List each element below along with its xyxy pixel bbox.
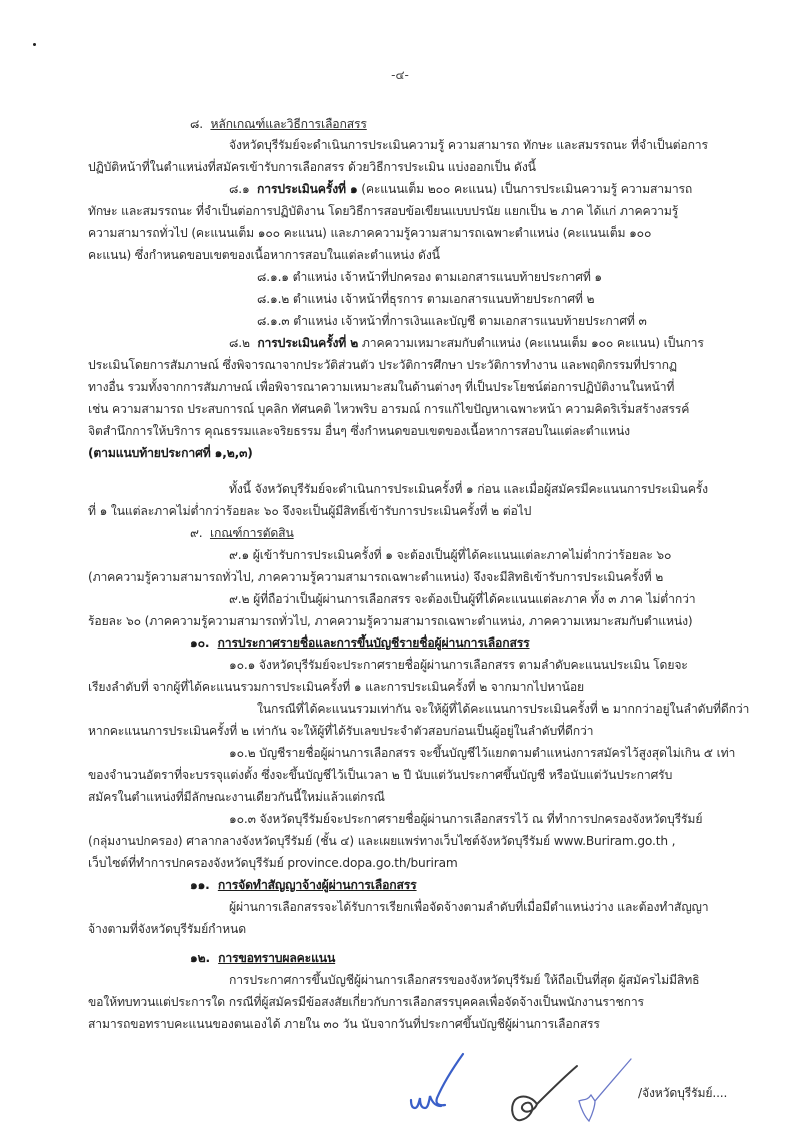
section-8-2-line-3: ทางอื่น รวมทั้งจากการสัมภาษณ์ เพื่อพิจารณาความเหมาะสมในด้านต่างๆ ที่เป็นประโยชน์ต่อการปฏิบัติงานในหน้าที่ [88, 380, 675, 394]
section-8-1-title: การประเมินครั้งที่ ๑ [257, 182, 358, 196]
section-10-1-line-2: เรียงลำดับที่ จากผู้ที่ได้คะแนนรวมการประเมินครั้งที่ ๑ และการประเมินครั้งที่ ๒ จากมากไปหาน้อย [88, 680, 585, 694]
section-11-heading: ๑๑. การจัดทำสัญญาจ้างผู้ผ่านการเลือกสรร [190, 878, 417, 892]
section-11-title: การจัดทำสัญญาจ้างผู้ผ่านการเลือกสรร [217, 878, 417, 892]
section-10-3-line-1: ๑๐.๓ จังหวัดบุรีรัมย์จะประกาศรายชื่อผู้ผ่านการเลือกสรรไว้ ณ ที่ทำการปกครองจังหวัดบุรีรัมย์ [229, 812, 703, 826]
section-9-title: เกณฑ์การตัดสิน [209, 526, 294, 540]
section-8-2-title: การประเมินครั้งที่ ๒ [257, 336, 359, 350]
section-10-3-line-3: เว็บไซต์ที่ทำการปกครองจังหวัดบุรีรัมย์ province.dopa.go.th/buriram [88, 856, 458, 870]
section-8-note-line-1: ทั้งนี้ จังหวัดบุรีรัมย์จะดำเนินการประเมินครั้งที่ ๑ ก่อน และเมื่อผู้สมัครมีคะแนนการประเมินครั้ง [229, 482, 708, 496]
section-8-1-line-1: ๘.๑ การประเมินครั้งที่ ๑ (คะแนนเต็ม ๒๐๐ คะแนน) เป็นการประเมินความรู้ ความสามารถ [229, 182, 693, 196]
section-9-2-line-1: ๙.๒ ผู้ที่ถือว่าเป็นผู้ผ่านการเลือกสรร จะต้องเป็นผู้ที่ได้คะแนนแต่ละภาค ทั้ง ๓ ภาค ไม่ต่ำกว่า [229, 592, 696, 606]
section-10-1-line-4: หากคะแนนการประเมินครั้งที่ ๒ เท่ากัน จะให้ผู้ที่ได้รับเลขประจำตัวสอบก่อนเป็นผู้อยู่ในลำดับที่ดีกว่า [88, 724, 594, 738]
section-8-intro-line-1: จังหวัดบุรีรัมย์จะดำเนินการประเมินความรู้ ความสามารถ ทักษะ และสมรรถนะ ที่จำเป็นต่อการ [229, 138, 708, 152]
section-8-1-item: ๘.๑.๑ ตำแหน่ง เจ้าหน้าที่ปกครอง ตามเอกสารแนบท้ายประกาศที่ ๑ [257, 270, 603, 284]
section-12-title: การขอทราบผลคะแนน [218, 951, 336, 965]
signature-2-icon [505, 1060, 585, 1130]
section-8-2-line-4: เช่น ความสามารถ ประสบการณ์ บุคลิก ทัศนคติ ไหวพริบ อารมณ์ การแก้ไขปัญหาเฉพาะหน้า ความคิดริเริ่มสร้างสรรค์ [88, 402, 690, 416]
section-9-1-line-1: ๙.๑ ผู้เข้ารับการประเมินครั้งที่ ๑ จะต้องเป็นผู้ที่ได้คะแนนแต่ละภาคไม่ต่ำกว่าร้อยละ ๖๐ [229, 548, 672, 562]
section-10-heading: ๑๐. การประกาศรายชื่อและการขึ้นบัญชีรายชื่อผู้ผ่านการเลือกสรร [190, 636, 530, 650]
section-8-intro-line-2: ปฏิบัติหน้าที่ในตำแหน่งที่สมัครเข้ารับการเลือกสรร ด้วยวิธีการประเมิน แบ่งออกเป็น ดังนี้ [88, 160, 536, 174]
section-9-2-line-2: ร้อยละ ๖๐ (ภาคความรู้ความสามารถทั่วไป, ภาคความรู้ความสามารถเฉพาะตำแหน่ง, ภาคความเหมาะสมกับตำแหน่ง) [88, 614, 693, 628]
section-10-1-line-1: ๑๐.๑ จังหวัดบุรีรัมย์จะประกาศรายชื่อผู้ผ่านการเลือกสรร ตามลำดับคะแนนประเมิน โดยจะ [229, 658, 688, 672]
section-10-2-line-2: ของจำนวนอัตราที่จะบรรจุแต่งตั้ง ซึ่งจะขึ้นบัญชีไว้เป็นเวลา ๒ ปี นับแต่วันประกาศขึ้นบัญชี หรือนับแต่วันประกาศรับ [88, 768, 673, 782]
section-8-title: หลักเกณฑ์และวิธีการเลือกสรร [210, 117, 367, 131]
section-8-2-line-1: ๘.๒ การประเมินครั้งที่ ๒ ภาคความเหมาะสมกับตำแหน่ง (คะแนนเต็ม ๑๐๐ คะแนน) เป็นการ [229, 336, 704, 350]
section-10-2-line-3: สมัครในตำแหน่งที่มีลักษณะงานเดียวกันนี้ใหม่แล้วแต่กรณี [88, 790, 385, 804]
section-10-2-line-1: ๑๐.๒ บัญชีรายชื่อผู้ผ่านการเลือกสรร จะขึ้นบัญชีไว้แยกตามตำแหน่งการสมัครไว้สูงสุดไม่เกิน ๕ เท่า [229, 746, 736, 760]
section-8-2-line-5: จิตสำนึกการให้บริการ คุณธรรมและจริยธรรม อื่นๆ ซึ่งกำหนดขอบเขตของเนื้อหาการสอบในแต่ละตำแหน่ง [88, 424, 630, 438]
section-9-1-line-2: (ภาคความรู้ความสามารถทั่วไป, ภาคความรู้ความสามารถเฉพาะตำแหน่ง) จึงจะมีสิทธิเข้ารับการประเมินครั้งที่ ๒ [88, 570, 664, 584]
section-11-line-2: จ้างตามที่จังหวัดบุรีรัมย์กำหนด [88, 922, 247, 936]
continuation-footer: /จังหวัดบุรีรัมย์.... [638, 1086, 728, 1100]
section-12-line-2: ขอให้ทบทวนแต่ประการใด กรณีที่ผู้สมัครมีข้อสงสัยเกี่ยวกับการเลือกสรรบุคคลเพื่อจัดจ้างเป็นพนักงานราชการ [88, 995, 644, 1009]
section-9-heading: ๙. เกณฑ์การตัดสิน [190, 526, 294, 540]
section-8-2-line-6: (ตามแนบท้ายประกาศที่ ๑,๒,๓) [88, 446, 253, 460]
page-number: -๔- [391, 68, 409, 82]
section-10-title: การประกาศรายชื่อและการขึ้นบัญชีรายชื่อผู้ผ่านการเลือกสรร [217, 636, 530, 650]
section-8-2-line-2: ประเมินโดยการสัมภาษณ์ ซึ่งพิจารณาจากประวัติส่วนตัว ประวัติการศึกษา ประวัติการทำงาน และพฤติกรรมที่ปรากฏ [88, 358, 677, 372]
section-8-1-line-3: ความสามารถทั่วไป (คะแนนเต็ม ๑๐๐ คะแนน) และภาคความรู้ความสามารถเฉพาะตำแหน่ง (คะแนนเต็ม ๑๐๐ [88, 226, 652, 240]
scan-speck [33, 43, 36, 46]
section-8-note-line-2: ที่ ๑ ในแต่ละภาคไม่ต่ำกว่าร้อยละ ๖๐ จึงจะเป็นผู้มีสิทธิ์เข้ารับการประเมินครั้งที่ ๒ ต่อไป [88, 504, 532, 518]
section-8-1-line-2: ทักษะ และสมรรถนะ ที่จำเป็นต่อการปฏิบัติงาน โดยวิธีการสอบข้อเขียนแบบปรนัย แยกเป็น ๒ ภาค ได้แก่ ภาคความรู้ [88, 204, 679, 218]
section-8-1-item: ๘.๑.๓ ตำแหน่ง เจ้าหน้าที่การเงินและบัญชี ตามเอกสารแนบท้ายประกาศที่ ๓ [257, 314, 647, 328]
section-10-1-line-3: ในกรณีที่ได้คะแนนรวมเท่ากัน จะให้ผู้ที่ได้คะแนนการประเมินครั้งที่ ๒ มากกว่าอยู่ในลำดับที่ดีกว่า [257, 702, 750, 716]
section-12-line-3: สามารถขอทราบคะแนนของตนเองได้ ภายใน ๓๐ วัน นับจากวันที่ประกาศขึ้นบัญชีผู้ผ่านการเลือกสรร [88, 1017, 600, 1031]
section-10-3-line-2: (กลุ่มงานปกครอง) ศาลากลางจังหวัดบุรีรัมย์ (ชั้น ๔) และเผยแพร่ทางเว็บไซต์จังหวัดบุรีรัมย์ www.Buriram.go.th , [88, 834, 676, 848]
signature-3-icon [575, 1055, 635, 1125]
section-12-heading: ๑๒. การขอทราบผลคะแนน [190, 951, 336, 965]
signature-1-icon [405, 1050, 475, 1120]
section-8-heading: ๘. หลักเกณฑ์และวิธีการเลือกสรร [190, 117, 367, 131]
section-8-1-line-4: คะแนน) ซึ่งกำหนดขอบเขตของเนื้อหาการสอบในแต่ละตำแหน่ง ดังนี้ [88, 248, 440, 262]
section-8-1-item: ๘.๑.๒ ตำแหน่ง เจ้าหน้าที่ธุรการ ตามเอกสารแนบท้ายประกาศที่ ๒ [257, 292, 595, 306]
section-12-line-1: การประกาศการขึ้นบัญชีผู้ผ่านการเลือกสรรของจังหวัดบุรีรัมย์ ให้ถือเป็นที่สุด ผู้สมัครไม่มีสิทธิ [229, 973, 700, 987]
section-11-line-1: ผู้ผ่านการเลือกสรรจะได้รับการเรียกเพื่อจัดจ้างตามลำดับที่เมื่อมีตำแหน่งว่าง และต้องทำสัญญา [229, 900, 709, 914]
